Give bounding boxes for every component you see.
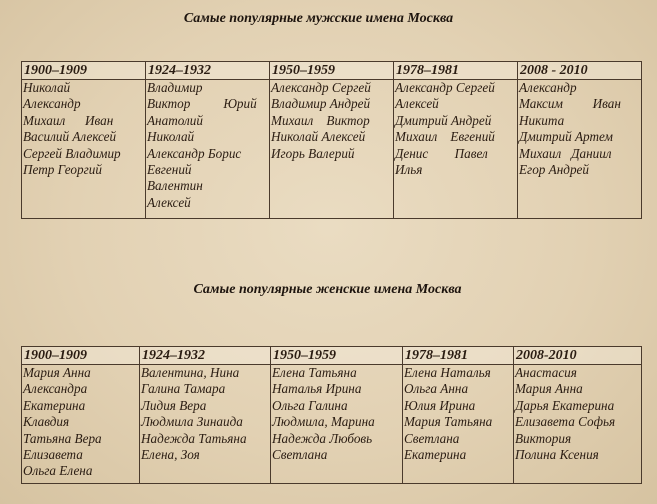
men-names-row (22, 80, 642, 219)
name-entry: Сергей Владимир (23, 145, 121, 161)
women-names-row (22, 365, 642, 484)
name-entry: Александр Сергей (271, 80, 371, 95)
name-entry: Елена Наталья (404, 365, 491, 380)
name-entry: Елена, Зоя (141, 447, 200, 463)
name-entry: Мария Анна (23, 365, 91, 380)
name-entry: Елизавета Софья (515, 414, 616, 430)
name-entry: Екатерина (404, 447, 467, 463)
name-entry: Александр Борис (147, 145, 242, 161)
name-entry: Юлия Ирина (404, 397, 476, 413)
name-entry: Валентин (147, 178, 203, 194)
women-header-cell: 2008-2010 (514, 347, 642, 365)
women-names-cell (403, 365, 514, 484)
name-entry: Светлана (404, 430, 460, 446)
name-entry: Максим Иван (519, 96, 621, 112)
women-header-row (22, 347, 642, 365)
men-names-cell (518, 80, 642, 219)
name-entry: Виктория (515, 430, 572, 446)
women-names-cell (22, 365, 140, 484)
name-entry: Михаил Виктор (271, 112, 370, 128)
women-header-cell: 1950–1959 (271, 347, 403, 365)
men-names-cell (146, 80, 270, 219)
men-names-table (21, 61, 642, 219)
name-entry: Людмила Зинаида (141, 414, 243, 430)
name-entry: Полина Ксения (515, 447, 599, 463)
name-entry: Николай (23, 80, 71, 95)
name-entry: Михаил Иван (23, 112, 114, 128)
name-entry: Александра (23, 381, 88, 397)
women-names-table (21, 346, 642, 484)
name-entry: Галина Тамара (141, 381, 226, 397)
name-entry: Алексей (147, 194, 191, 210)
name-entry: Мария Анна (515, 381, 583, 397)
men-header-cell: 1978–1981 (394, 62, 518, 80)
name-entry: Ольга Анна (404, 381, 469, 397)
men-header-cell: 1950–1959 (270, 62, 394, 80)
name-entry: Владимир (147, 80, 203, 95)
women-header-cell: 1900–1909 (22, 347, 140, 365)
name-entry: Владимир Андрей (271, 96, 371, 112)
men-header-cell: 2008 - 2010 (518, 62, 642, 80)
name-entry: Ольга Елена (23, 463, 93, 479)
name-entry: Виктор Юрий (147, 96, 257, 112)
name-entry: Денис Павел (395, 145, 488, 161)
name-entry: Светлана (272, 447, 328, 463)
name-entry: Анатолий (147, 112, 203, 128)
name-entry: Надежда Татьяна (141, 430, 247, 446)
name-entry: Елена Татьяна (272, 365, 357, 380)
men-names-title: Самые популярные мужские имена Москва (183, 11, 454, 26)
men-header-cell: 1924–1932 (146, 62, 270, 80)
name-entry: Дмитрий Артем (519, 129, 613, 145)
name-entry: Мария Татьяна (404, 414, 493, 430)
name-entry: Елизавета (23, 447, 83, 463)
men-header-cell: 1900–1909 (22, 62, 146, 80)
name-entry: Василий Алексей (23, 129, 117, 145)
name-entry: Алексей (395, 96, 439, 112)
men-names-cell (270, 80, 394, 219)
name-entry: Игорь Валерий (271, 145, 355, 161)
name-entry: Александр Сергей (395, 80, 495, 95)
name-entry: Надежда Любовь (272, 430, 373, 446)
name-entry: Евгений (147, 162, 192, 178)
women-names-cell (514, 365, 642, 484)
women-header-cell: 1978–1981 (403, 347, 514, 365)
name-entry: Никита (519, 112, 565, 128)
name-entry: Николай Алексей (271, 129, 366, 145)
name-entry: Дарья Екатерина (515, 397, 615, 413)
name-entry: Александр (519, 80, 577, 95)
women-names-cell (140, 365, 271, 484)
name-entry: Лидия Вера (141, 397, 207, 413)
name-entry: Анастасия (515, 365, 577, 380)
name-entry: Клавдия (23, 414, 70, 430)
name-entry: Екатерина (23, 397, 86, 413)
name-entry: Людмила, Марина (272, 414, 375, 430)
men-header-row (22, 62, 642, 80)
men-names-cell (394, 80, 518, 219)
name-entry: Валентина, Нина (141, 365, 240, 380)
name-entry: Николай (147, 129, 195, 145)
name-entry: Михаил Даниил (519, 145, 612, 161)
name-entry: Петр Георгий (23, 162, 102, 178)
name-entry: Ольга Галина (272, 397, 348, 413)
name-entry: Егор Андрей (519, 162, 589, 178)
name-entry: Александр (23, 96, 81, 112)
women-header-cell: 1924–1932 (140, 347, 271, 365)
women-names-cell (271, 365, 403, 484)
men-names-cell (22, 80, 146, 219)
women-names-title: Самые популярные женские имена Москва (193, 282, 462, 297)
name-entry: Татьяна Вера (23, 430, 102, 446)
name-entry: Дмитрий Андрей (395, 112, 492, 128)
name-entry: Михаил Евгений (395, 129, 495, 145)
name-entry: Илья (395, 162, 423, 178)
name-entry: Наталья Ирина (272, 381, 362, 397)
